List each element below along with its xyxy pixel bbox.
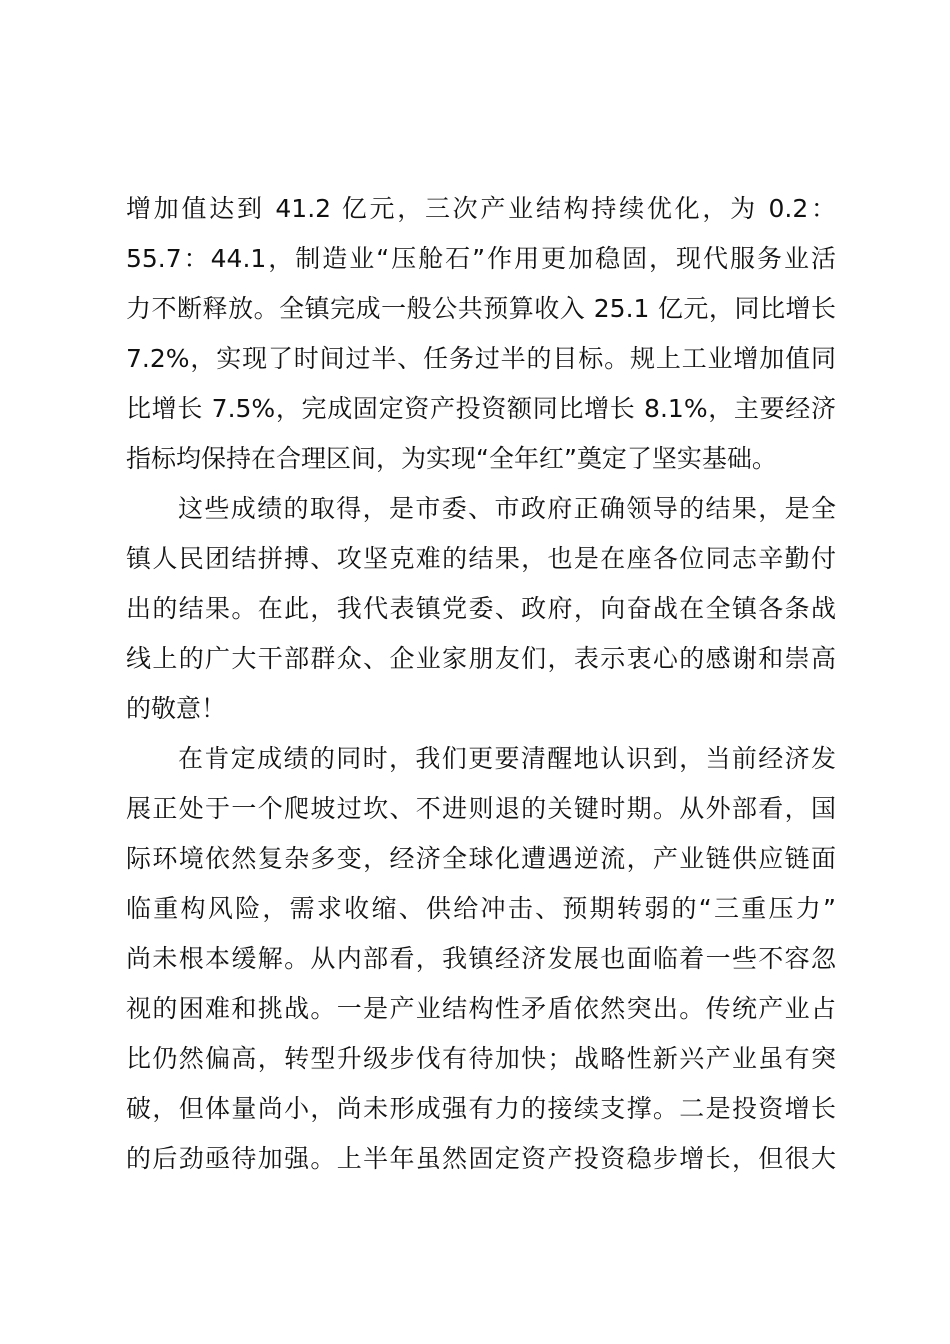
paragraph-3-line-1: 在肯定成绩的同时，我们更要清醒地认识到，当前经济发 xyxy=(178,744,836,773)
paragraph-2-line-5: 的敬意！ xyxy=(126,694,227,723)
paragraph-3-line-2: 展正处于一个爬坡过坎、不进则退的关键时期。从外部看，国 xyxy=(126,794,836,823)
document-body xyxy=(126,184,836,1184)
paragraph-3-line-4: 临重构风险，需求收缩、供给冲击、预期转弱的“三重压力” xyxy=(126,894,836,923)
paragraph-1-line-2: 55.7：44.1，制造业“压舱石”作用更加稳固，现代服务业活 xyxy=(126,244,836,273)
paragraph-1-line-1: 增加值达到 41.2 亿元，三次产业结构持续优化，为 0.2： xyxy=(126,194,836,223)
paragraph-3-line-8: 破，但体量尚小，尚未形成强有力的接续支撑。二是投资增长 xyxy=(126,1094,836,1123)
paragraph-3-line-7: 比仍然偏高，转型升级步伐有待加快；战略性新兴产业虽有突 xyxy=(126,1044,836,1073)
paragraph-3-line-9: 的后劲亟待加强。上半年虽然固定资产投资稳步增长，但很大 xyxy=(126,1144,836,1173)
paragraph-3-line-6: 视的困难和挑战。一是产业结构性矛盾依然突出。传统产业占 xyxy=(126,994,836,1023)
paragraph-2-line-1: 这些成绩的取得，是市委、市政府正确领导的结果，是全 xyxy=(178,494,836,523)
paragraph-2-line-4: 线上的广大干部群众、企业家朋友们，表示衷心的感谢和崇高 xyxy=(126,644,836,673)
paragraph-1-line-3: 力不断释放。全镇完成一般公共预算收入 25.1 亿元，同比增长 xyxy=(126,294,836,323)
paragraph-1-line-4: 7.2%，实现了时间过半、任务过半的目标。规上工业增加值同 xyxy=(126,344,836,373)
paragraph-2-line-2: 镇人民团结拼搏、攻坚克难的结果，也是在座各位同志辛勤付 xyxy=(126,544,836,573)
paragraph-1-line-5: 比增长 7.5%，完成固定资产投资额同比增长 8.1%，主要经济 xyxy=(126,394,836,423)
paragraph-1-line-6: 指标均保持在合理区间，为实现“全年红”奠定了坚实基础。 xyxy=(126,444,777,473)
paragraph-3-line-5: 尚未根本缓解。从内部看，我镇经济发展也面临着一些不容忽 xyxy=(126,944,836,973)
paragraph-2-line-3: 出的结果。在此，我代表镇党委、政府，向奋战在全镇各条战 xyxy=(126,594,836,623)
paragraph-3-line-3: 际环境依然复杂多变，经济全球化遭遇逆流，产业链供应链面 xyxy=(126,844,836,873)
